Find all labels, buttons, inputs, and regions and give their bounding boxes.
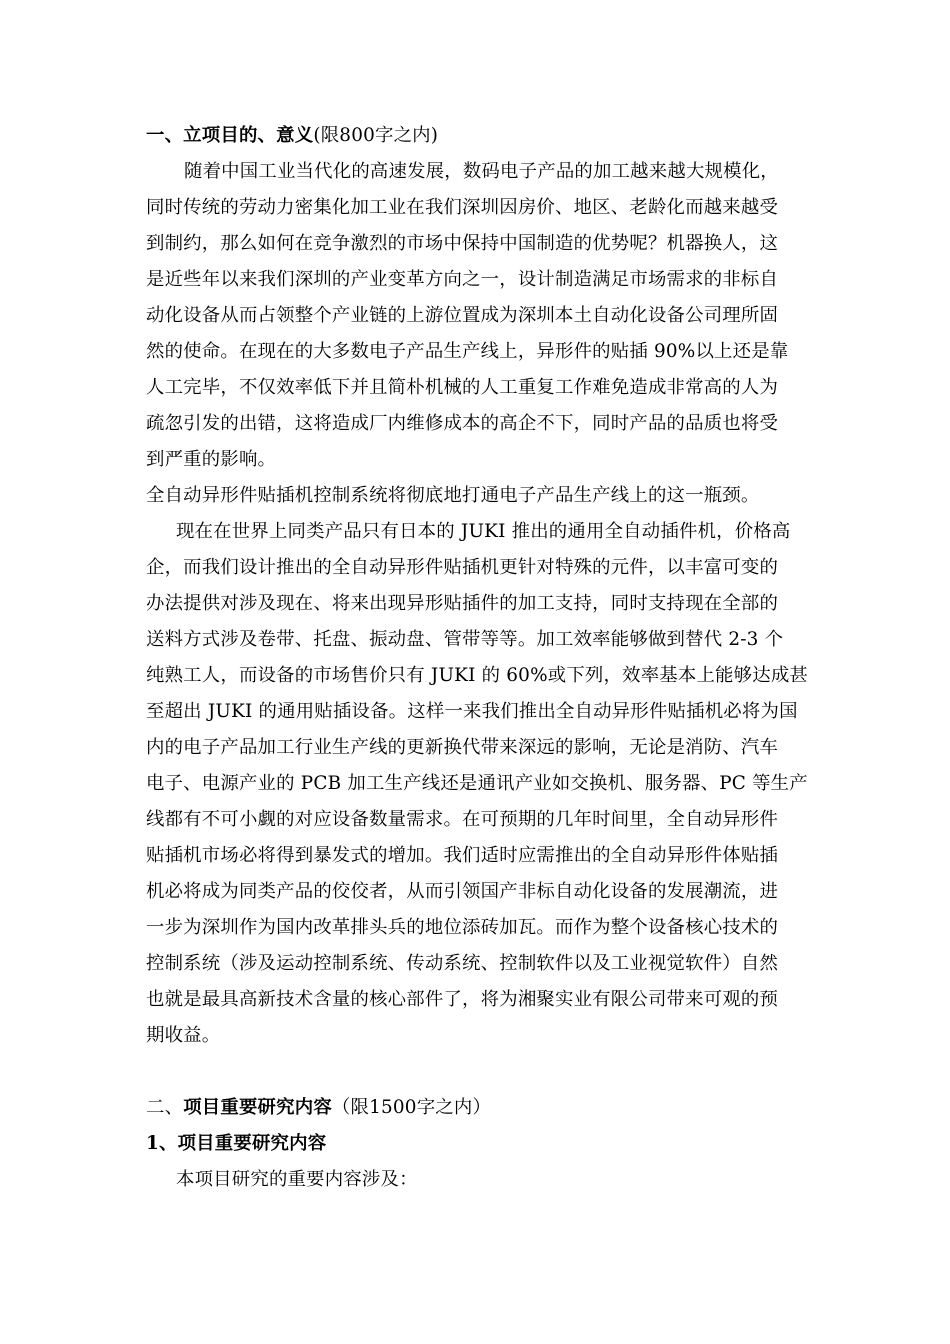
- paragraph-line: 期收益。: [146, 1025, 221, 1046]
- section-spacer: [146, 1054, 810, 1090]
- paragraph-line: 到制约，那么如何在竞争激烈的市场中保持中国制造的优势呢？机器换人，这: [146, 233, 779, 254]
- paragraph-line: 电子、电源产业的 PCB 加工生产线还是通讯产业如交换机、服务器、PC 等生产: [146, 773, 808, 794]
- paragraph-line: 至超出 JUKI 的通用贴插设备。这样一来我们推出全自动异形件贴插机必将为国: [146, 701, 798, 722]
- paragraph-line: 人工完毕，不仅效率低下并且简朴机械的人工重复工作难免造成非常高的人为: [146, 377, 779, 398]
- paragraph-line: 随着中国工业当代化的高速发展，数码电子产品的加工越来越大规模化，: [184, 161, 779, 182]
- paragraph-line: 办法提供对涉及现在、将来出现异形贴插件的加工支持，同时支持现在全部的: [146, 593, 779, 614]
- section1-heading-note: (限800字之内): [313, 125, 439, 146]
- paragraph-line: 企，而我们设计推出的全自动异形件贴插机更针对特殊的元件，以丰富可变的: [146, 557, 779, 578]
- section2-heading: [146, 1090, 810, 1126]
- paragraph-line: 控制系统（涉及运动控制系统、传动系统、控制软件以及工业视觉软件）自然: [146, 953, 779, 974]
- section1-paragraph3: [146, 514, 810, 1054]
- section2-heading-prefix: 二、: [146, 1097, 184, 1118]
- section2-intro: 本项目研究的重要内容涉及：: [176, 1169, 418, 1190]
- paragraph-line: 疏忽引发的出错，这将造成厂内维修成本的高企不下，同时产品的品质也将受: [146, 413, 779, 434]
- section1-paragraph2: 全自动异形件贴插机控制系统将彻底地打通电子产品生产线上的这一瓶颈。: [146, 485, 760, 506]
- paragraph-line: 同时传统的劳动力密集化加工业在我们深圳因房价、地区、老龄化而越来越受: [146, 197, 779, 218]
- section1-heading: [146, 118, 810, 154]
- paragraph-line: 内的电子产品加工行业生产线的更新换代带来深远的影响，无论是消防、汽车: [146, 737, 779, 758]
- section2-subheading: 1、项目重要研究内容: [146, 1133, 327, 1154]
- section1-paragraph1: [146, 154, 810, 478]
- document-page: [146, 118, 810, 1198]
- paragraph-line: 动化设备从而占领整个产业链的上游位置成为深圳本土自动化设备公司理所固: [146, 305, 779, 326]
- paragraph-line: 机必将成为同类产品的佼佼者，从而引领国产非标自动化设备的发展潮流，进: [146, 881, 779, 902]
- section2-heading-title: 项目重要研究内容: [183, 1097, 332, 1118]
- paragraph-line: 送料方式涉及卷带、托盘、振动盘、管带等等。加工效率能够做到替代 2-3 个: [146, 629, 784, 650]
- paragraph-line: 一步为深圳作为国内改革排头兵的地位添砖加瓦。而作为整个设备核心技术的: [146, 917, 779, 938]
- paragraph-line: 也就是最具高新技术含量的核心部件了，将为湘聚实业有限公司带来可观的预: [146, 989, 779, 1010]
- paragraph-line: 到严重的影响。: [146, 449, 277, 470]
- paragraph-line: 然的使命。在现在的大多数电子产品生产线上，异形件的贴插 90%以上还是靠: [146, 341, 789, 362]
- paragraph-line: 现在在世界上同类产品只有日本的 JUKI 推出的通用全自动插件机，价格高: [176, 521, 791, 542]
- paragraph-line: 线都有不可小觑的对应设备数量需求。在可预期的几年时间里，全自动异形件: [146, 809, 779, 830]
- paragraph-line: 纯熟工人，而设备的市场售价只有 JUKI 的 60%或下列，效率基本上能够达成甚: [146, 665, 809, 686]
- section1-heading-title: 一、立项目的、意义: [146, 125, 314, 146]
- paragraph-line: 贴插机市场必将得到暴发式的增加。我们适时应需推出的全自动异形件体贴插: [146, 845, 779, 866]
- paragraph-line: 是近些年以来我们深圳的产业变革方向之一，设计制造满足市场需求的非标自: [146, 269, 779, 290]
- section2-heading-note: （限1500字之内）: [331, 1097, 492, 1118]
